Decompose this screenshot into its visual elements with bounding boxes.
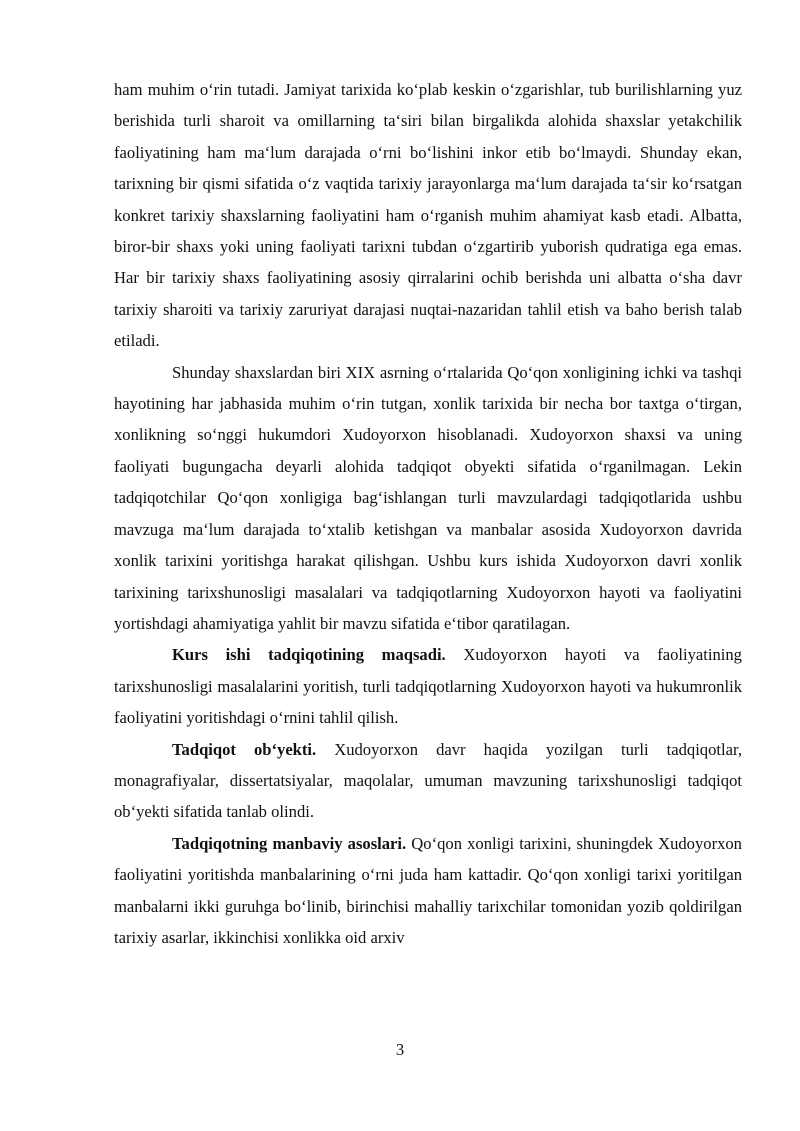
paragraph-xudoyorxon bbox=[114, 357, 742, 640]
research-goal-text: Xudoyorxon hayoti va faoliyatining tarixshunosligi masalalarini yoritish, turli tadqiqotlarning Xudoyorxon hayoti va hukumronlik faoliyatini yoritishdagi o‘rnini tahlil qilish. bbox=[114, 645, 742, 728]
research-object-heading: Tadqiqot ob‘yekti. bbox=[172, 739, 317, 759]
research-goal-heading: Kurs ishi tadqiqotining maqsadi. bbox=[172, 645, 446, 665]
paragraph-research-object bbox=[114, 734, 742, 828]
paragraph-research-goal bbox=[114, 639, 742, 733]
research-object-text: Xudoyorxon davr haqida yozilgan turli tadqiqotlar, monagrafiyalar, dissertatsiyalar, maqolalar, umuman mavzuning tarixshunosligi tadqiqot ob‘yekti sifatida tanlab olindi. bbox=[114, 739, 742, 822]
page-number: 3 bbox=[395, 1040, 405, 1059]
paragraph-intro-text: ham muhim o‘rin tutadi. Jamiyat tarixida ko‘plab keskin o‘zgarishlar, tub burilishlarning yuz berishida turli sharoit va omillarning ta‘siri bilan birgalikda alohida shaxslar yetakchilik faoliyatining ham ma‘lum darajada o‘rni bo‘lishini inkor etib bo‘lmaydi. Shunday ekan, tarixning bir qismi sifatida o‘z vaqtida tarixiy jarayonlarga ma‘lum darajada ta‘sir ko‘rsatgan konkret tarixiy shaxslarning faoliyatini ham o‘rganish muhim ahamiyat kasb etadi. Albatta, biror-bir shaxs yoki uning faoliyati tarixni tubdan o‘zgartirib yuborish qudratiga ega emas. Har bir tarixiy shaxs faoliyatining asosiy qirralarini ochib berishda uni albatta o‘sha davr tarixiy sharoiti va tarixiy zaruriyat darajasi nuqtai-nazaridan tahlil etish va baho berish talab etiladi. bbox=[114, 80, 742, 351]
paragraph-source-basis bbox=[114, 828, 742, 954]
paragraph-xudoyorxon-text: Shunday shaxslardan biri XIX asrning o‘rtalarida Qo‘qon xonligining ichki va tashqi hayotining har jabhasida muhim o‘rin tutgan, xonlik tarixida bir necha bor taxtga o‘tirgan, xonlikning so‘nggi hukumdori Xudoyorxon hisoblanadi. Xudoyorxon shaxsi va uning faoliyati bugungacha deyarli alohida tadqiqot obyekti sifatida o‘rganilmagan. Lekin tadqiqotchilar Qo‘qon xonligiga bag‘ishlangan turli mavzulardagi tadqiqotlarida ushbu mavzuga ma‘lum darajada to‘xtalib ketishgan va manbalar asosida Xudoyorxon davrida xonlik tarixini yoritishga harakat qilishgan. Ushbu kurs ishida Xudoyorxon davri xonlik tarixining tarixshunosligi masalalari va tadqiqotlarning Xudoyorxon hayoti va faoliyatini yortishdagi ahamiyatiga yahlit bir mavzu sifatida e‘tibor qaratilagan. bbox=[114, 362, 742, 633]
source-basis-text: Qo‘qon xonligi tarixini, shuningdek Xudoyorxon faoliyatini yoritishda manbalarining o‘rni juda ham kattadir. Qo‘qon xonligi tarixi yoritilgan manbalarni ikki guruhga bo‘linib, birinchisi mahalliy tarixchilar tomonidan yozib qoldirilgan tarixiy asarlar, ikkinchisi xonlikka oid arxiv bbox=[114, 833, 742, 947]
source-basis-heading: Tadqiqotning manbaviy asoslari. bbox=[172, 833, 407, 853]
paragraph-intro bbox=[114, 74, 742, 357]
